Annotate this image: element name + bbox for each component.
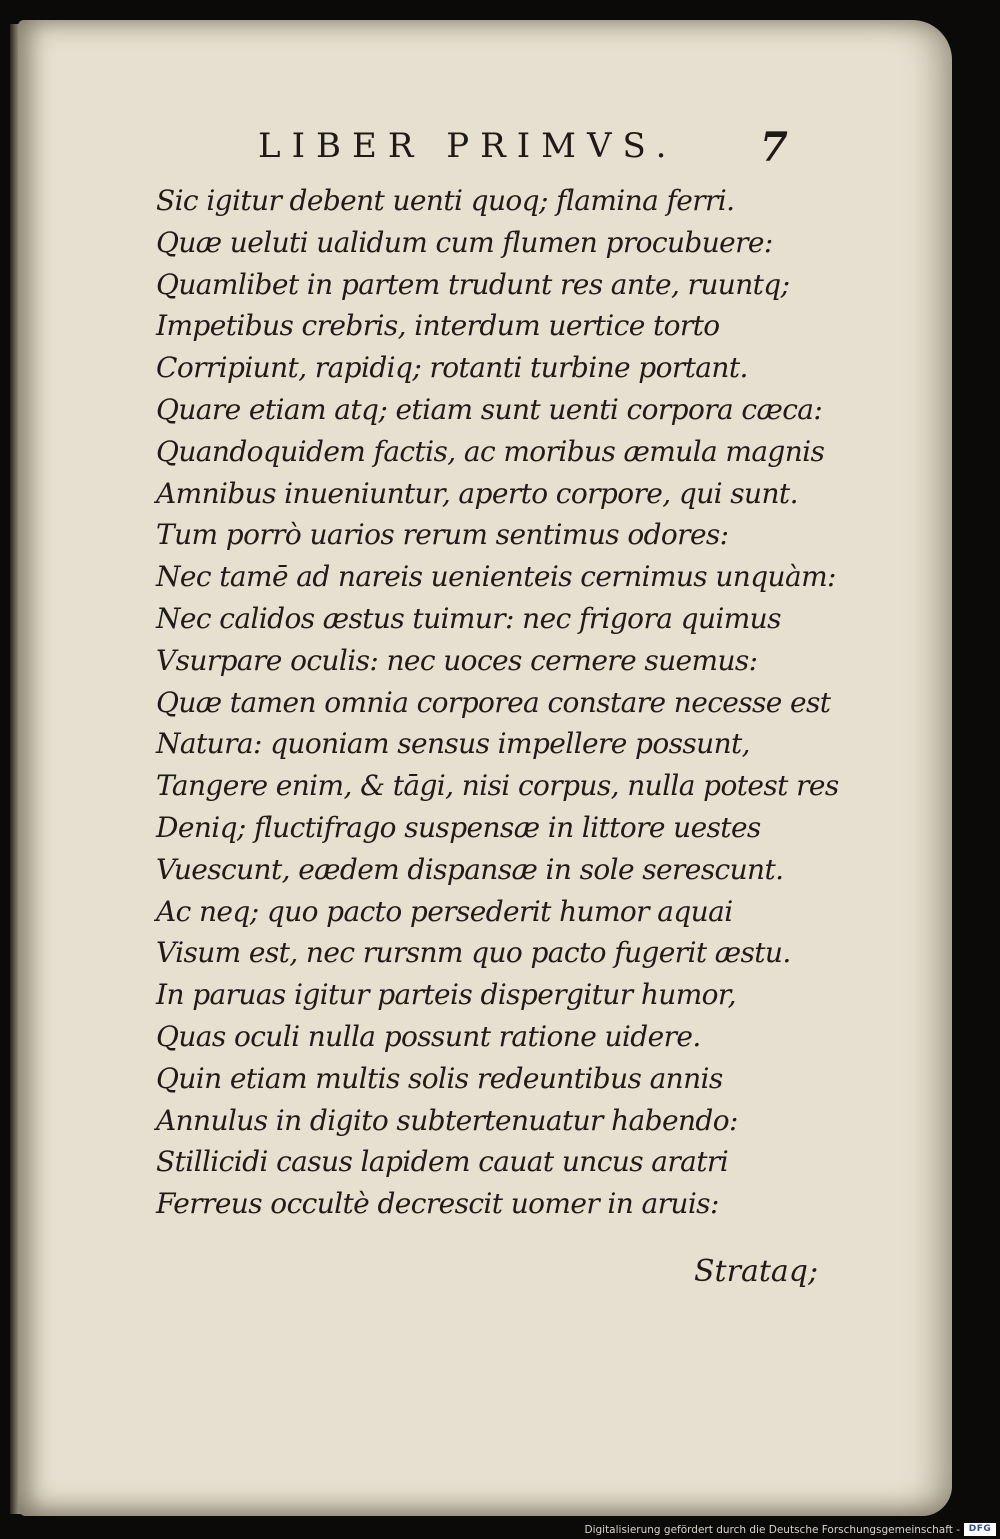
verse-line: Nec tamē ad nareis uenienteis cernimus unquàm:: [156, 560, 836, 594]
catchword: Strataq;: [694, 1254, 819, 1289]
verse-line: Nec calidos æstus tuimur: nec frigora quimus: [156, 601, 781, 635]
verse-text: [156, 180, 856, 1225]
verse-line: Ferreus occultè decrescit uomer in aruis:: [156, 1187, 719, 1221]
verse-line: Quæ ueluti ualidum cum flumen procubuere:: [156, 225, 773, 259]
digitization-credit: Digitalisierung gefördert durch die Deutsche Forschungsgemeinschaft -: [584, 1524, 960, 1536]
verse-line: Corripiunt, rapidiq; rotanti turbine portant.: [156, 351, 748, 385]
verse-line: Quandoquidem factis, ac moribus æmula magnis: [156, 434, 825, 468]
folio-number: 7: [760, 124, 788, 171]
verse-line: Stillicidi casus lapidem cauat uncus aratri: [156, 1145, 729, 1179]
verse-line: Amnibus inueniuntur, aperto corpore, qui sunt.: [156, 476, 798, 510]
verse-line: Tum porrò uarios rerum sentimus odores:: [156, 518, 729, 552]
verse-line: Quin etiam multis solis redeuntibus annis: [156, 1061, 723, 1095]
verse-line: Quare etiam atq; etiam sunt uenti corpora cæca:: [156, 392, 823, 426]
verse-line: Quæ tamen omnia corporea constare necesse est: [156, 685, 831, 719]
verse-line: Visum est, nec rursnm quo pacto fugerit æstu.: [156, 936, 791, 970]
verse-line: Impetibus crebris, interdum uertice torto: [156, 309, 720, 343]
running-head: LIBER PRIMVS.: [258, 126, 678, 166]
footer-bar: [0, 1519, 1000, 1539]
verse-line: Vuescunt, eædem dispansæ in sole serescunt.: [156, 852, 784, 886]
verse-line: Natura: quoniam sensus impellere possunt,: [156, 727, 750, 761]
verse-line: Quas oculi nulla possunt ratione uidere.: [156, 1019, 701, 1053]
verse-line: Deniq; fluctifrago suspensæ in littore uestes: [156, 810, 761, 844]
verse-line: Vsurpare oculis: nec uoces cernere suemus:: [156, 643, 758, 677]
verse-line: Sic igitur debent uenti quoq; flamina ferri.: [156, 184, 735, 217]
verse-line: Quamlibet in partem trudunt res ante, ruuntq;: [156, 267, 790, 301]
verse-line: Tangere enim, & tāgi, nisi corpus, nulla potest res: [156, 769, 839, 803]
dfg-logo: DFG: [964, 1523, 996, 1536]
verse-line: In paruas igitur parteis dispergitur humor,: [156, 978, 736, 1012]
verse-line: Ac neq; quo pacto persederit humor aquai: [156, 894, 733, 928]
verse-line: Annulus in digito subtertenuatur habendo:: [156, 1103, 738, 1137]
